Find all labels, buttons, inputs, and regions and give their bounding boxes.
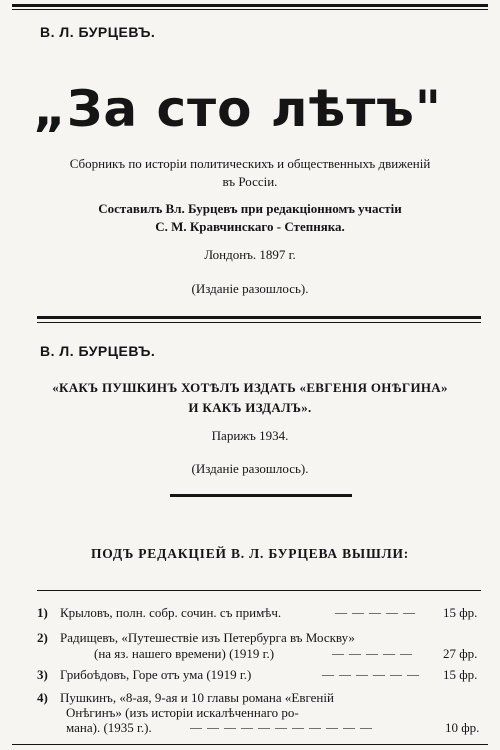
list-item-3-number: 3) bbox=[37, 667, 48, 682]
ad1-place-year: Лондонъ. 1897 г. bbox=[204, 247, 296, 262]
ad1-title: „За сто лѣтъ" bbox=[33, 80, 442, 138]
list-item-1-leader: — — — — — bbox=[335, 605, 416, 619]
list-item-4-number: 4) bbox=[37, 690, 48, 705]
ad1-compiler-line1: Составилъ Вл. Бурцевъ при редакціонномъ участіи bbox=[98, 201, 402, 216]
list-item-4-price: 10 фр. bbox=[445, 720, 480, 735]
ad1-author: В. Л. БУРЦЕВЪ. bbox=[40, 24, 156, 40]
separator-thin bbox=[37, 322, 481, 323]
list-item-4-line2: Онѣгинъ» (изъ исторіи искалѣченнаго ро- bbox=[66, 705, 299, 720]
top-border-thin bbox=[12, 9, 488, 10]
short-separator-thick bbox=[170, 494, 352, 497]
list-item-4-line3: мана). (1935 г.). bbox=[66, 720, 152, 735]
bottom-border bbox=[12, 744, 488, 745]
list-item-2-price: 27 фр. bbox=[443, 646, 478, 661]
list-item-4-line1: Пушкинъ, «8-ая, 9-ая и 10 главы романа «Евгеній bbox=[60, 690, 334, 705]
ad1-status: (Изданіе разошлось). bbox=[191, 281, 309, 296]
list-item-1-number: 1) bbox=[37, 605, 48, 620]
ad1-subtitle-line2: въ Россіи. bbox=[222, 174, 278, 189]
list-item-4-leader: — — — — — — — — — — — bbox=[190, 720, 373, 734]
ad1-compiler-line2: С. М. Кравчинскаго - Степняка. bbox=[155, 219, 345, 234]
list-item-3-text: Грибоѣдовъ, Горе отъ ума (1919 г.) bbox=[60, 667, 252, 682]
top-border-thick bbox=[12, 4, 488, 7]
separator-thick bbox=[37, 316, 481, 319]
list-item-1-price: 15 фр. bbox=[443, 605, 478, 620]
list-item-2-number: 2) bbox=[37, 630, 48, 645]
ad2-author: В. Л. БУРЦЕВЪ. bbox=[40, 343, 156, 359]
list-item-3-leader: — — — — — — bbox=[322, 667, 420, 681]
list-item-2-line2: (на яз. нашего времени) (1919 г.) bbox=[94, 646, 275, 661]
list-item-2-leader: — — — — — bbox=[332, 646, 413, 660]
ad2-title-line2: И КАКЪ ИЗДАЛЪ». bbox=[188, 400, 312, 415]
list-heading: ПОДЪ РЕДАКЦІЕЙ В. Л. БУРЦЕВА ВЫШЛИ: bbox=[90, 546, 410, 561]
ad2-status: (Изданіе разошлось). bbox=[191, 461, 309, 476]
ad2-title-line1: «КАКЪ ПУШКИНЪ ХОТѢЛЪ ИЗДАТЬ «ЕВГЕНІЯ ОНѢГИНА» bbox=[52, 380, 448, 395]
list-item-1-text: Крыловъ, полн. собр. сочин. съ примѣч. bbox=[60, 605, 282, 620]
list-top-rule bbox=[37, 590, 481, 591]
list-item-2-line1: Радищевъ, «Путешествіе изъ Петербурга въ Москву» bbox=[60, 630, 355, 645]
list-item-3-price: 15 фр. bbox=[443, 667, 478, 682]
ad2-place-year: Парижъ 1934. bbox=[211, 428, 289, 443]
ad1-subtitle-line1: Сборникъ по исторіи политическихъ и общественныхъ движеній bbox=[69, 156, 431, 171]
